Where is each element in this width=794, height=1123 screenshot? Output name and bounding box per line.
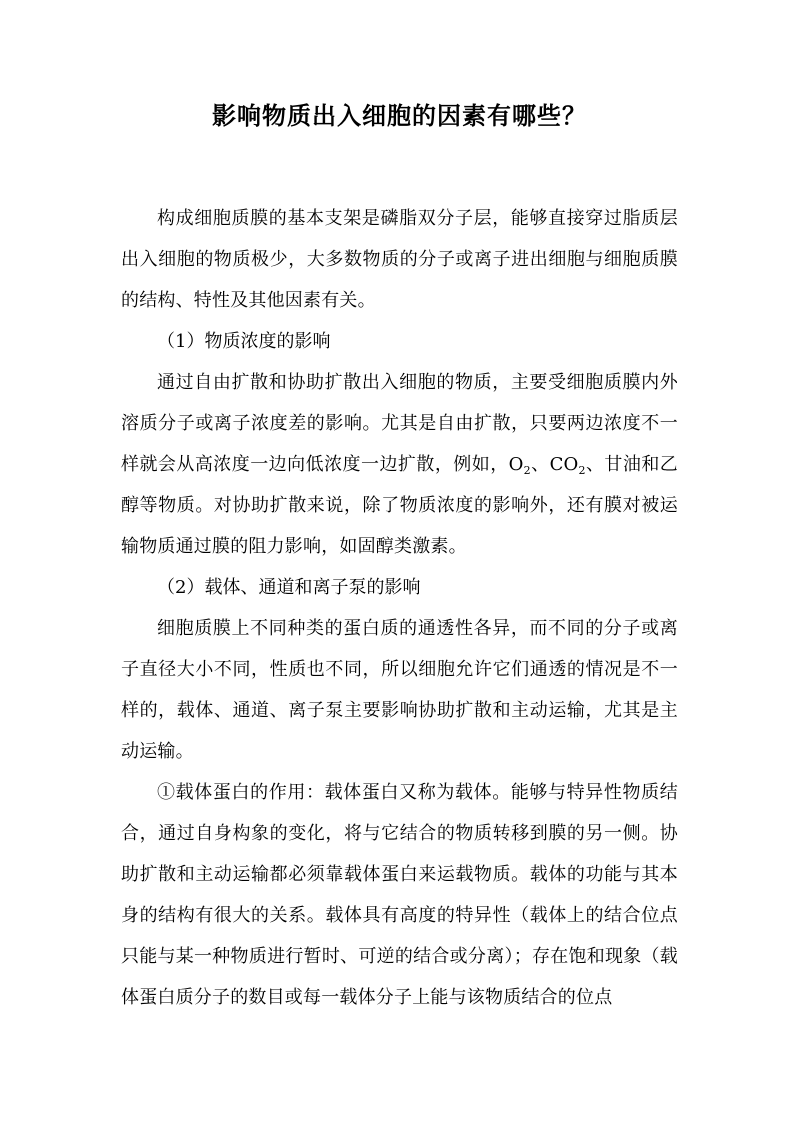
section-heading-carriers: （2）载体、通道和离子泵的影响: [157, 577, 421, 598]
page-title: 影响物质出入细胞的因素有哪些？: [212, 101, 587, 130]
section-heading-concentration: （1）物质浓度的影响: [157, 331, 331, 352]
subscript-co2: 2: [578, 464, 586, 477]
concentration-paragraph: [121, 362, 678, 567]
concentration-text-part2: 、甘油和乙醇等物质。对协助扩散来说，除了物质浓度的影响外，还有膜对被运输物质通过膜的阻力影响，如固醇类激素。: [121, 454, 679, 557]
subscript-o2: 2: [523, 464, 531, 477]
concentration-text-part1: 通过自由扩散和协助扩散出入细胞的物质，主要受细胞质膜内外溶质分子或离子浓度差的影响。尤其是自由扩散，只要两边浓度不一样就会从高浓度一边向低浓度一边扩散，例如，O: [121, 372, 678, 475]
carrier-protein-paragraph: ①载体蛋白的作用：载体蛋白又称为载体。能够与特异性物质结合，通过自身构象的变化，将与它结合的物质转移到膜的另一侧。协助扩散和主动运输都必须靠载体蛋白来运载物质。载体的功能与其本身的结构有很大的关系。载体具有高度的特异性（载体上的结合位点只能与某一种物质进行暂时、可逆的结合或分离）；存在饱和现象（载体蛋白质分子的数目或每一载体分子上能与该物质结合的位点: [121, 782, 678, 1008]
intro-paragraph: 构成细胞质膜的基本支架是磷脂双分子层，能够直接穿过脂质层出入细胞的物质极少，大多数物质的分子或离子进出细胞与细胞质膜的结构、特性及其他因素有关。: [121, 208, 678, 311]
document-body: [121, 198, 678, 1018]
carriers-paragraph: 细胞质膜上不同种类的蛋白质的通透性各异，而不同的分子或离子直径大小不同，性质也不同，所以细胞允许它们通透的情况是不一样的，载体、通道、离子泵主要影响协助扩散和主动运输，尤其是主动运输。: [121, 618, 678, 762]
concentration-text-separator: 、CO: [530, 454, 579, 475]
